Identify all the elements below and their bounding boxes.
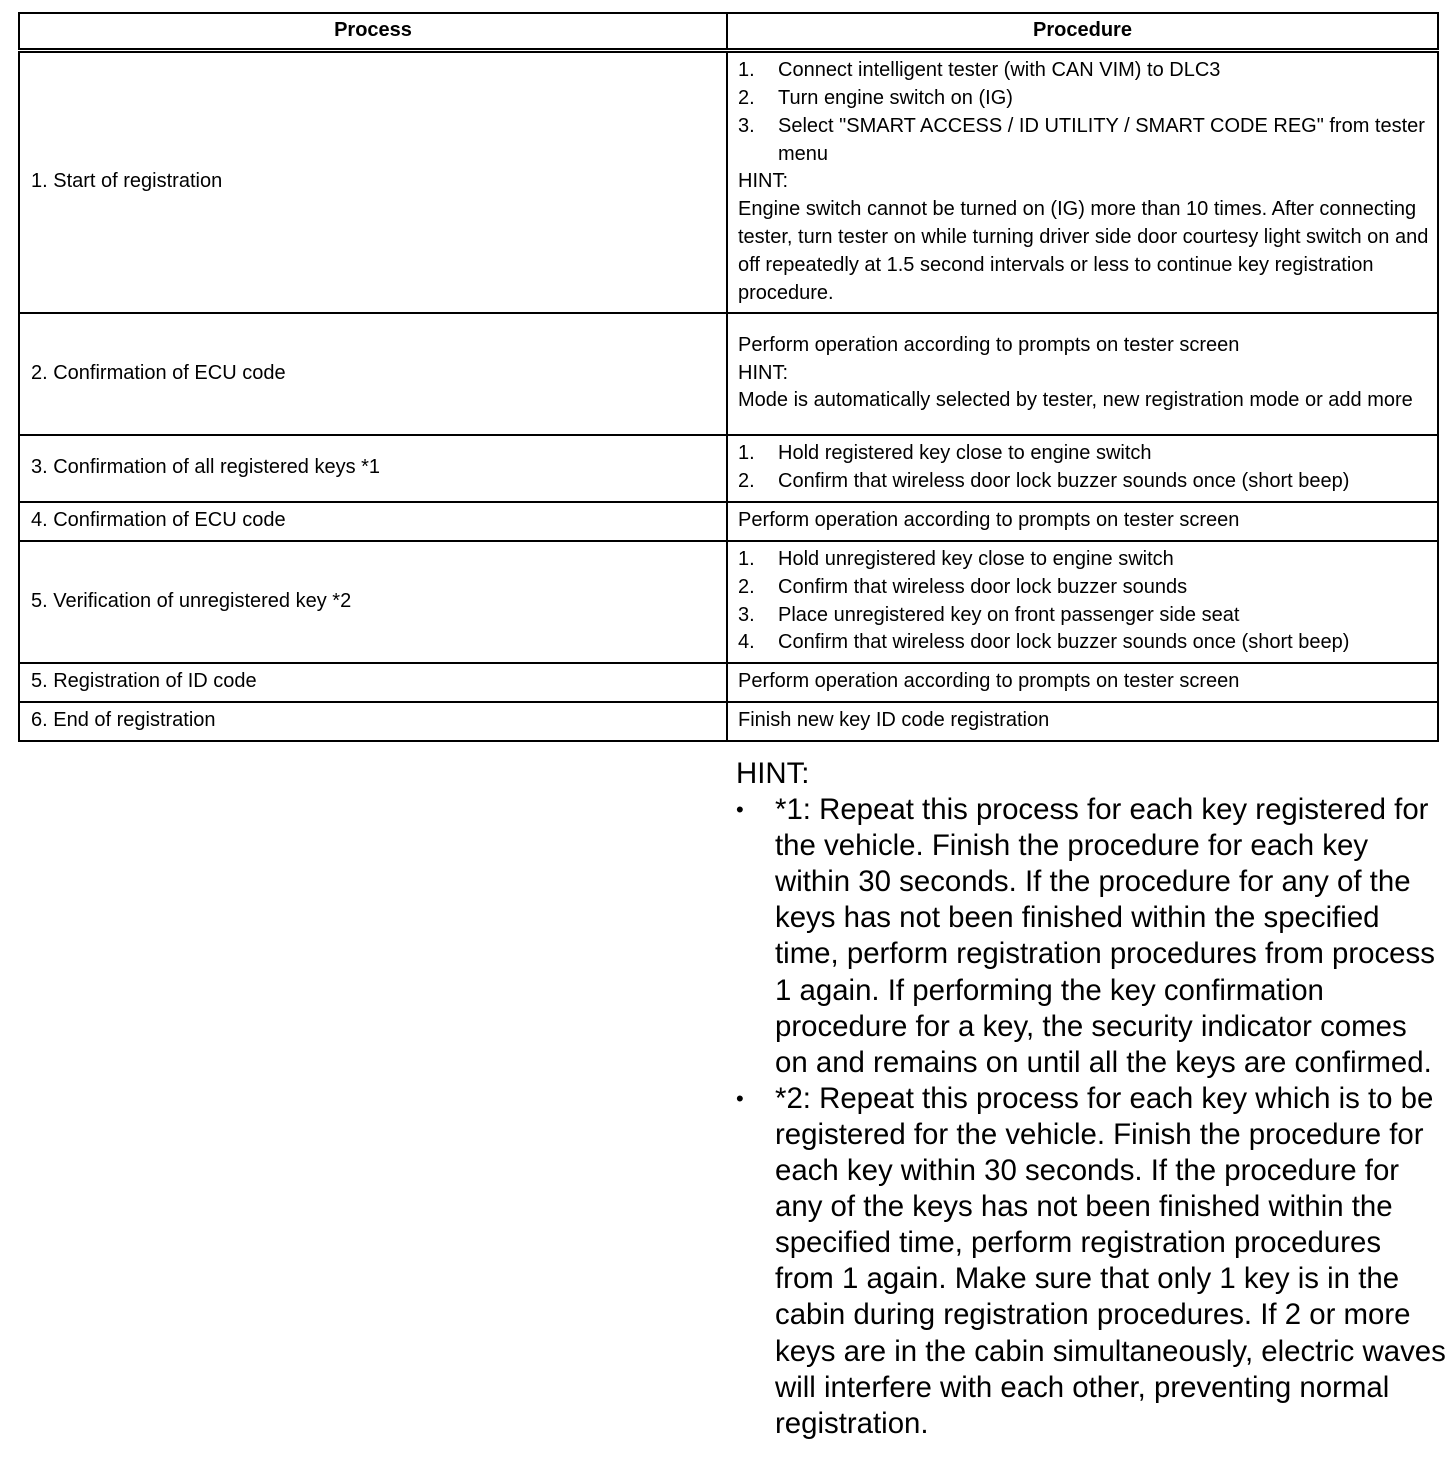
footnote-hint-block (736, 756, 1446, 1442)
list-item: 2. Confirm that wireless door lock buzzer sounds (738, 575, 1188, 598)
footnote-list (736, 792, 1446, 1442)
hint-text: Engine switch cannot be turned on (IG) more than 10 times. After connecting tester, turn tester on while turning driver side door courtesy light switch on and off repeatedly at 1.5 second intervals or less to continue key registration procedure. (738, 198, 1429, 304)
process-cell: 4. Confirmation of ECU code (19, 502, 727, 541)
table-row (19, 663, 1438, 702)
hint-text: Mode is automatically selected by tester, new registration mode or add more (738, 389, 1413, 412)
procedure-cell (727, 51, 1438, 313)
step-list (738, 546, 1429, 657)
procedure-cell (727, 435, 1438, 502)
procedure-cell: Perform operation according to prompts on tester screen (727, 502, 1438, 541)
footnote-hint-label: HINT: (736, 757, 810, 790)
bullet-icon: • (736, 797, 744, 823)
table-row (19, 313, 1438, 435)
column-header-process: Process (19, 13, 727, 51)
process-cell: 6. End of registration (19, 702, 727, 741)
bullet-icon: • (736, 1085, 744, 1111)
table-row (19, 702, 1438, 741)
process-cell: 2. Confirmation of ECU code (19, 313, 727, 435)
step-list (738, 440, 1429, 496)
footnote-text: *2: Repeat this process for each key which is to be registered for the vehicle. Finish the procedure for each key within 30 seconds. If the procedure for any of the keys has not been finished within the specified time, perform registration procedures from 1 again. Make sure that only 1 key is in the cabin during registration procedures. If 2 or more keys are in the cabin simultaneously, electric waves will interfere with each other, preventing normal registration. (775, 1081, 1446, 1440)
list-item: 1. Hold unregistered key close to engine switch (738, 547, 1174, 570)
list-item (736, 792, 1446, 1081)
footnote-text: *1: Repeat this process for each key registered for the vehicle. Finish the procedure for each key within 30 seconds. If the procedure for any of the keys has not been finished within the specified time, perform registration procedures from process 1 again. If performing the key confirmation procedure for a key, the security indicator comes on and remains on until all the keys are confirmed. (775, 793, 1435, 1079)
list-item: 1. Connect intelligent tester (with CAN VIM) to DLC3 (738, 59, 1221, 82)
process-cell: 5. Registration of ID code (19, 663, 727, 702)
process-cell: 5. Verification of unregistered key *2 (19, 541, 727, 663)
procedure-cell: Finish new key ID code registration (727, 702, 1438, 741)
list-item: 3. Place unregistered key on front passenger side seat (738, 603, 1240, 626)
procedure-cell (727, 313, 1438, 435)
table-row (19, 502, 1438, 541)
registration-procedure-table-wrap (18, 12, 1437, 742)
list-item: 3. Select "SMART ACCESS / ID UTILITY / SMART CODE REG" from tester menu (738, 114, 1425, 165)
procedure-cell: Perform operation according to prompts on tester screen (727, 663, 1438, 702)
hint-label: HINT: (738, 170, 788, 193)
step-list (738, 57, 1429, 168)
list-item: 1. Hold registered key close to engine switch (738, 442, 1152, 465)
process-cell: 1. Start of registration (19, 51, 727, 313)
list-item: 2. Turn engine switch on (IG) (738, 86, 1013, 109)
process-cell: 3. Confirmation of all registered keys *1 (19, 435, 727, 502)
column-header-procedure: Procedure (727, 13, 1438, 51)
table-header-row (19, 13, 1438, 51)
procedure-text: Perform operation according to prompts on tester screen (738, 333, 1240, 356)
procedure-cell (727, 541, 1438, 663)
registration-procedure-table (18, 12, 1439, 742)
table-row (19, 51, 1438, 313)
list-item (736, 1081, 1446, 1442)
table-row (19, 435, 1438, 502)
list-item: 2. Confirm that wireless door lock buzzer sounds once (short beep) (738, 470, 1350, 492)
hint-label: HINT: (738, 361, 788, 384)
list-item: 4. Confirm that wireless door lock buzzer sounds once (short beep) (738, 631, 1350, 654)
table-row (19, 541, 1438, 663)
